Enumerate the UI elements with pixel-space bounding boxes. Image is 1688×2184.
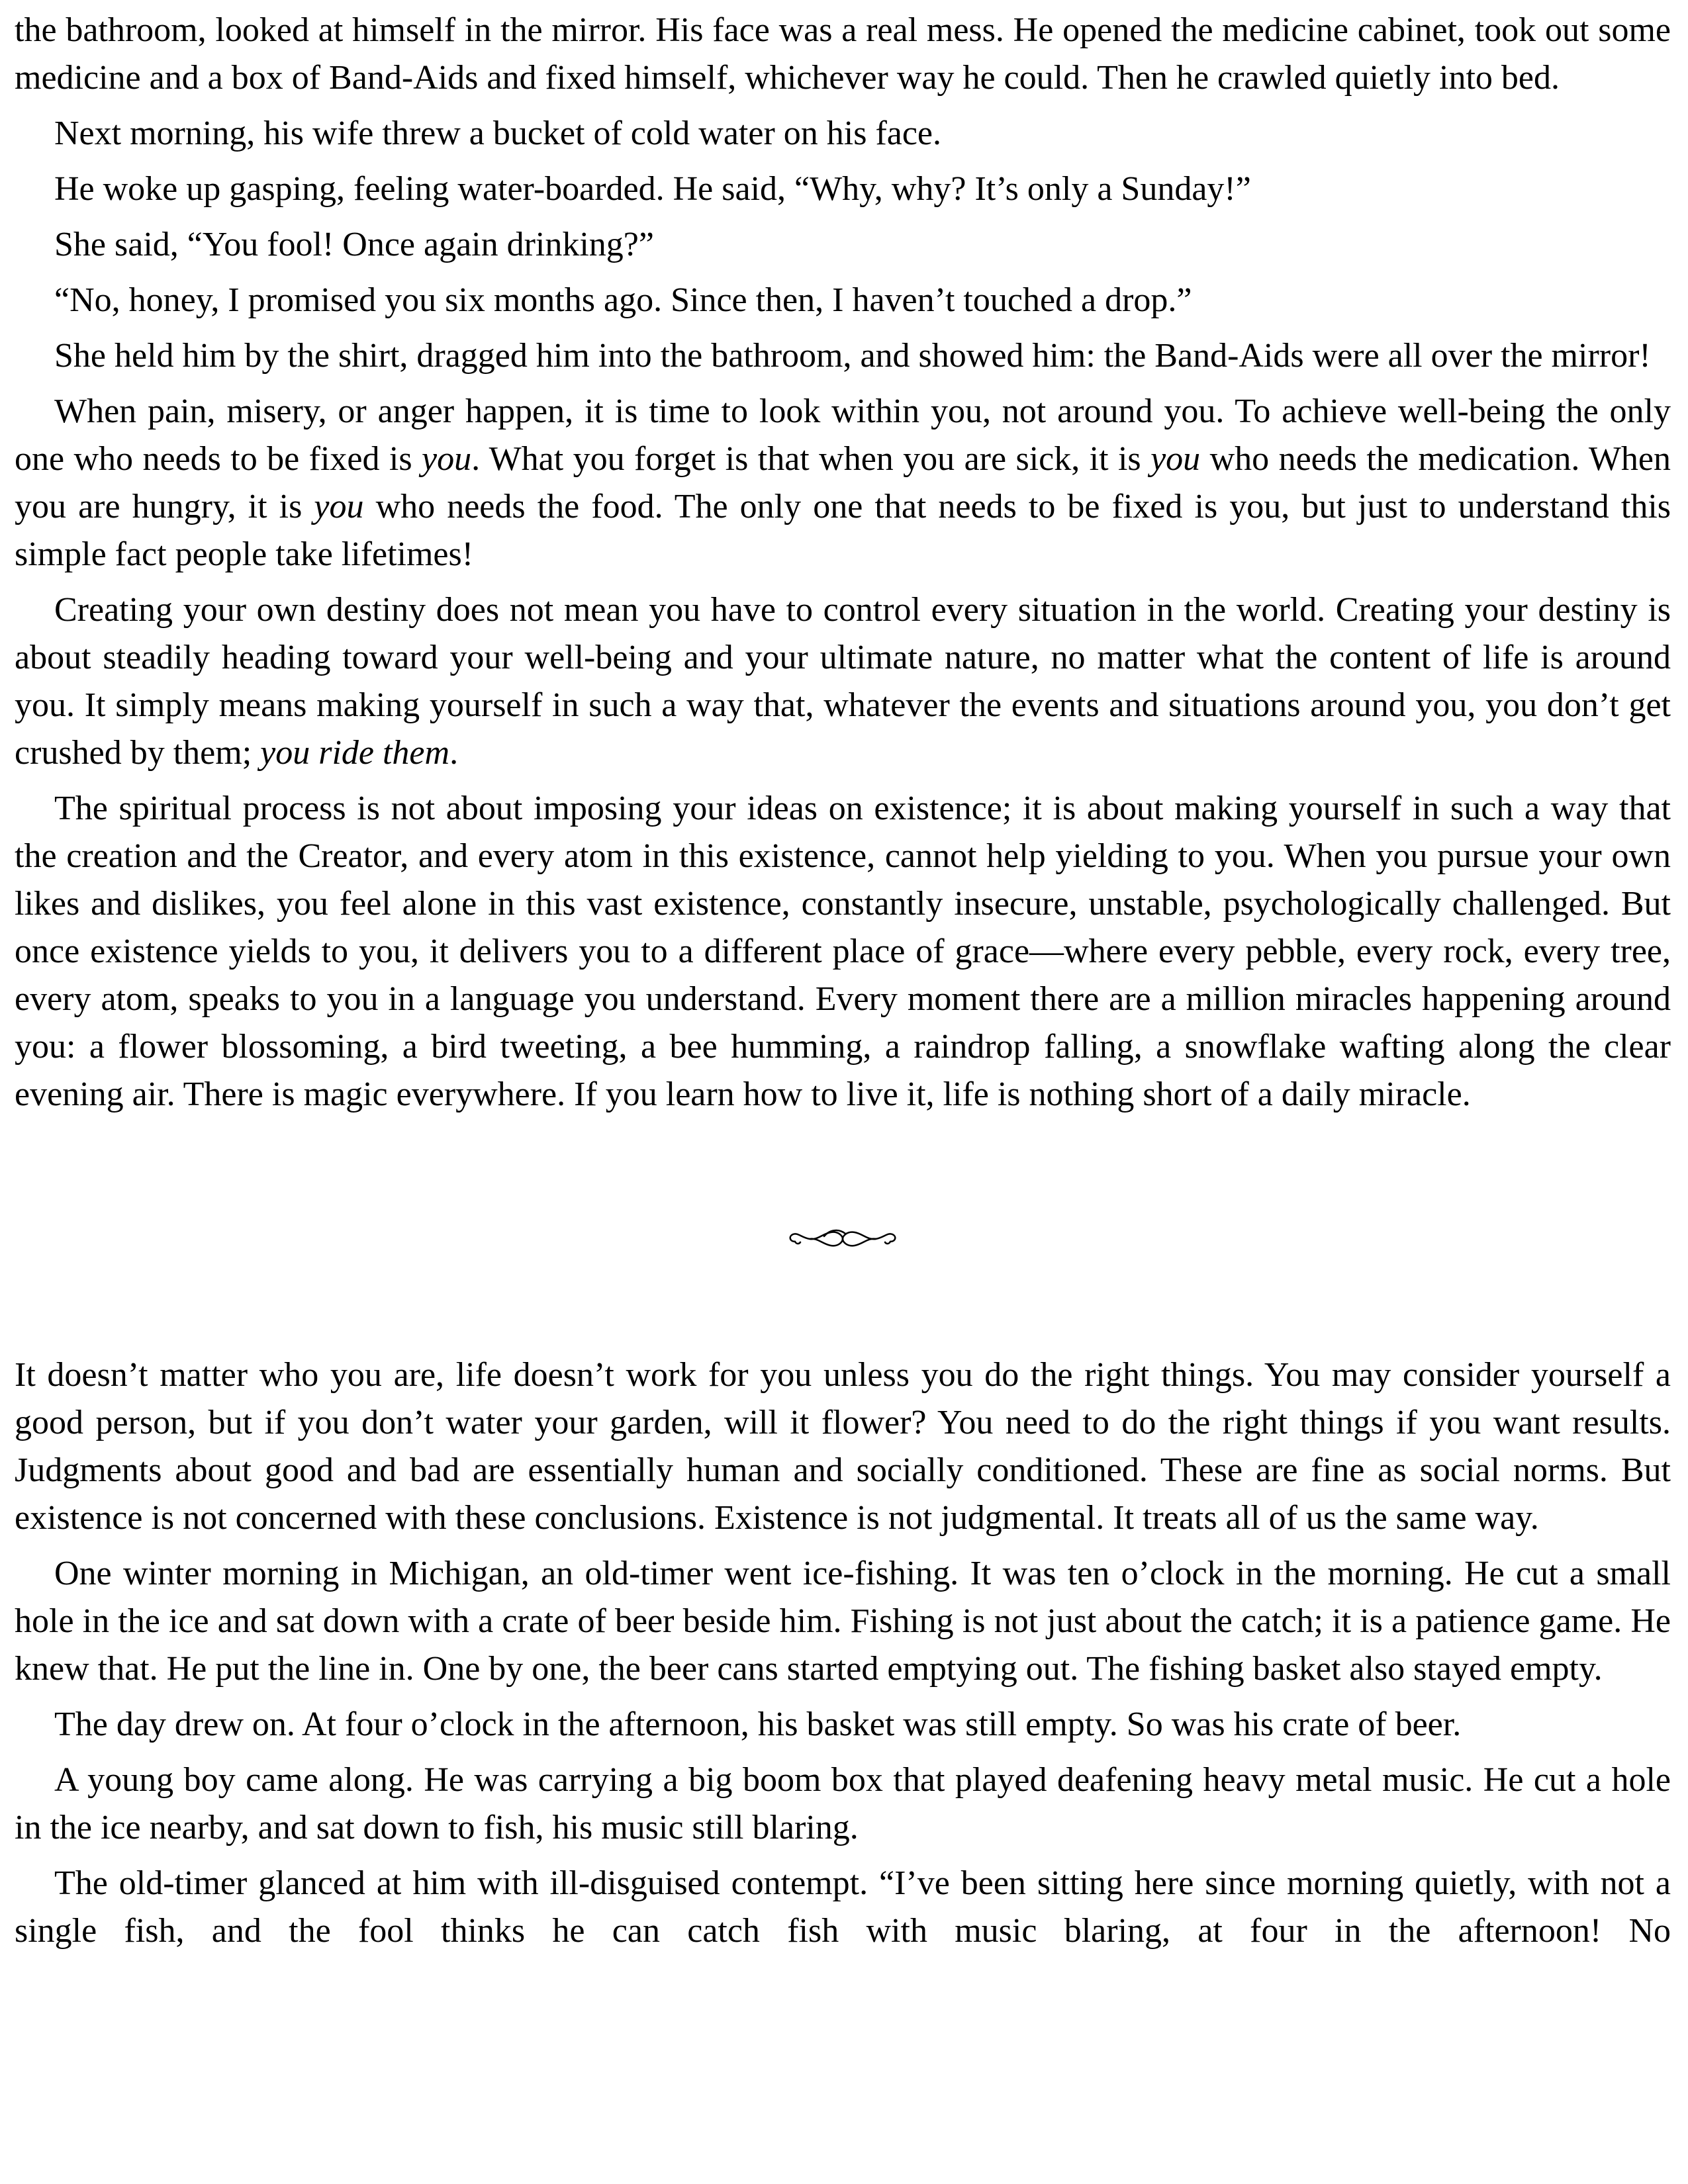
paragraph: She said, “You fool! Once again drinking?”: [54, 226, 654, 263]
paragraph: The old-timer glanced at him with ill-disguised contempt. “I’ve been sitting here since morning quietly, with not a single fish, and the fool thinks he can catch fish with music blaring, at four in the afternoon! No: [15, 1864, 1671, 1950]
emphasis: you: [314, 488, 364, 525]
paragraph: [15, 388, 1671, 578]
paragraph: The day drew on. At four o’clock in the afternoon, his basket was still empty. So was his crate of beer.: [54, 1706, 1462, 1743]
paragraph: One winter morning in Michigan, an old-timer went ice-fishing. It was ten o’clock in the morning. He cut a small hole in the ice and sat down with a crate of beer beside him. Fishing is not just about the catch; it is a patience game. He knew that. He put the line in. One by one, the beer cans started emptying out. The fishing basket also stayed empty.: [15, 1555, 1671, 1688]
paragraph: The spiritual process is not about imposing your ideas on existence; it is about making yourself in such a way that the creation and the Creator, and every atom in this existence, cannot help yielding to you. When you pursue your own likes and dislikes, you feel alone in this vast existence, constantly insecure, unstable, psychologically challenged. But once existence yields to you, it delivers you to a different place of grace—where every pebble, every rock, every tree, every atom, speaks to you in a language you understand. Every moment there are a million miracles happening around you: a flower blossoming, a bird tweeting, a bee humming, a raindrop falling, a snowflake wafting along the clear evening air. There is magic everywhere. If you learn how to live it, life is nothing short of a daily miracle.: [15, 790, 1671, 1113]
emphasis: you: [1150, 440, 1201, 478]
paragraph: the bathroom, looked at himself in the mirror. His face was a real mess. He opened the medicine cabinet, took out some medicine and a box of Band-Aids and fixed himself, whichever way he could. Then he crawled quietly into bed.: [15, 11, 1671, 97]
text-run: .: [449, 734, 459, 772]
text-run: who needs the food. The only one that needs to be fixed is you, but just to understand this simple fact people take lifetimes!: [15, 488, 1671, 573]
section-break: [15, 1126, 1671, 1351]
emphasis: you: [422, 440, 472, 478]
paragraph: [15, 586, 1671, 777]
emphasis: you ride them: [260, 734, 450, 772]
text-run: who needs the medication. When you are hungry, it is: [15, 440, 1671, 525]
paragraph: She held him by the shirt, dragged him into the bathroom, and showed him: the Band-Aids were all over the mirror!: [54, 337, 1651, 375]
paragraph: He woke up gasping, feeling water-boarded. He said, “Why, why? It’s only a Sunday!”: [54, 170, 1251, 208]
book-page: [15, 7, 1671, 1963]
text-run: Creating your own destiny does not mean you have to control every situation in the world. Creating your destiny is about steadily heading toward your well-being and your ultimate nature, no matter what the content of life is around you. It simply means making yourself in such a way that, whatever the events and situations around you, you don’t get crushed by them;: [15, 591, 1671, 772]
flourish-ornament-icon: [783, 1219, 902, 1259]
paragraph: “No, honey, I promised you six months ago. Since then, I haven’t touched a drop.”: [54, 281, 1192, 319]
paragraph: Next morning, his wife threw a bucket of cold water on his face.: [54, 114, 942, 152]
text-run: . What you forget is that when you are sick, it is: [471, 440, 1151, 478]
paragraph: It doesn’t matter who you are, life doesn’t work for you unless you do the right things. You may consider yourself a good person, but if you don’t water your garden, will it flower? You need to do the right things if you want results. Judgments about good and bad are essentially human and socially conditioned. These are fine as social norms. But existence is not concerned with these conclusions. Existence is not judgmental. It treats all of us the same way.: [15, 1356, 1671, 1537]
text-run: When pain, misery, or anger happen, it is time to look within you, not around you. To achieve well-being the only one who needs to be fixed is: [15, 392, 1671, 478]
paragraph: A young boy came along. He was carrying a big boom box that played deafening heavy metal music. He cut a hole in the ice nearby, and sat down to fish, his music still blaring.: [15, 1761, 1671, 1846]
